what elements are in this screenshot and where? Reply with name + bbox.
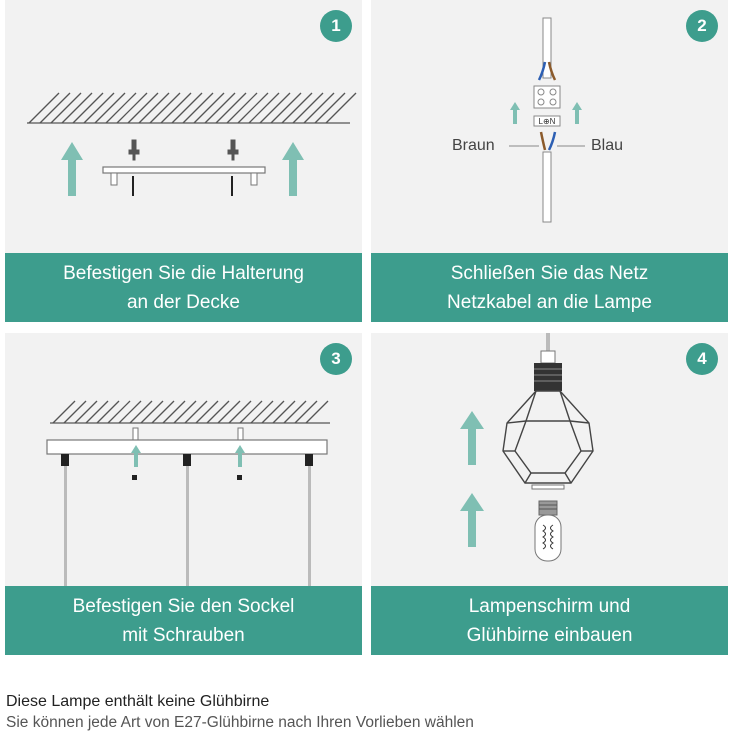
caption-line-2: an der Decke xyxy=(126,291,240,313)
ceiling-hatch-line xyxy=(141,401,163,423)
ceiling-hatch-line xyxy=(229,401,251,423)
ceiling-hatch-line xyxy=(53,401,75,423)
ceiling-hatch-line xyxy=(306,401,328,423)
socket-mount-illustration xyxy=(5,333,362,586)
step-4-panel xyxy=(371,333,728,655)
step-number-badge: 4 xyxy=(686,343,718,375)
ceiling-hatch-line xyxy=(185,401,207,423)
ceiling-hatch-line xyxy=(97,401,119,423)
caption-line-1: Schließen Sie das Netz xyxy=(450,262,649,284)
shade-bulb-illustration xyxy=(371,333,728,586)
ceiling-hatch-line xyxy=(86,401,108,423)
step-caption xyxy=(5,253,362,322)
caption-line-2: Netzkabel an die Lampe xyxy=(447,291,652,313)
geometric-shade xyxy=(503,391,593,483)
ceiling-hatch-line xyxy=(75,401,97,423)
ceiling-hatch-line xyxy=(207,401,229,423)
ceiling-hatch-line xyxy=(163,401,185,423)
ceiling-hatch-line xyxy=(218,401,240,423)
step-number-badge: 3 xyxy=(320,343,352,375)
ceiling-hatch-line xyxy=(108,401,130,423)
caption-line-2: Glühbirne einbauen xyxy=(466,624,633,646)
step-1-panel xyxy=(5,0,362,322)
up-arrow-icon xyxy=(460,411,484,547)
step-caption xyxy=(371,586,728,655)
caption-line-1: Befestigen Sie den Sockel xyxy=(72,595,295,617)
step-2-panel xyxy=(371,0,728,322)
ceiling-hatch-line xyxy=(174,401,196,423)
caption-line-2: mit Schrauben xyxy=(122,624,245,646)
ceiling-hatch-line xyxy=(284,401,306,423)
ceiling-hatch-line xyxy=(152,401,174,423)
step-caption xyxy=(371,253,728,322)
caption-line-1: Lampenschirm und xyxy=(468,595,631,617)
ceiling-hatch-line xyxy=(262,401,284,423)
blue-wire-label: Blau xyxy=(591,137,624,154)
light-bulb-icon xyxy=(535,501,561,561)
step-number-badge: 2 xyxy=(686,10,718,42)
ceiling-hatch-line xyxy=(240,401,262,423)
step-3-panel xyxy=(5,333,362,655)
brown-wire-label: Braun xyxy=(452,137,495,154)
ceiling-hatch-line xyxy=(251,401,273,423)
wiring-illustration xyxy=(371,0,728,253)
footer-subtitle: Sie können jede Art von E27-Glühbirne nach Ihren Vorlieben wählen xyxy=(6,714,474,731)
ceiling-bracket-illustration xyxy=(5,0,362,253)
ceiling-hatch-line xyxy=(295,401,317,423)
ceiling-hatch-line xyxy=(64,401,86,423)
ceiling-hatch-line xyxy=(119,401,141,423)
ceiling-hatch-line xyxy=(273,401,295,423)
terminal-label: L⊕N xyxy=(538,117,556,126)
ceiling-hatch-line xyxy=(196,401,218,423)
ceiling-hatch-line xyxy=(130,401,152,423)
step-number-badge: 1 xyxy=(320,10,352,42)
step-caption xyxy=(5,586,362,655)
caption-line-1: Befestigen Sie die Halterung xyxy=(63,262,304,284)
footer-title: Diese Lampe enthält keine Glühbirne xyxy=(6,693,270,710)
